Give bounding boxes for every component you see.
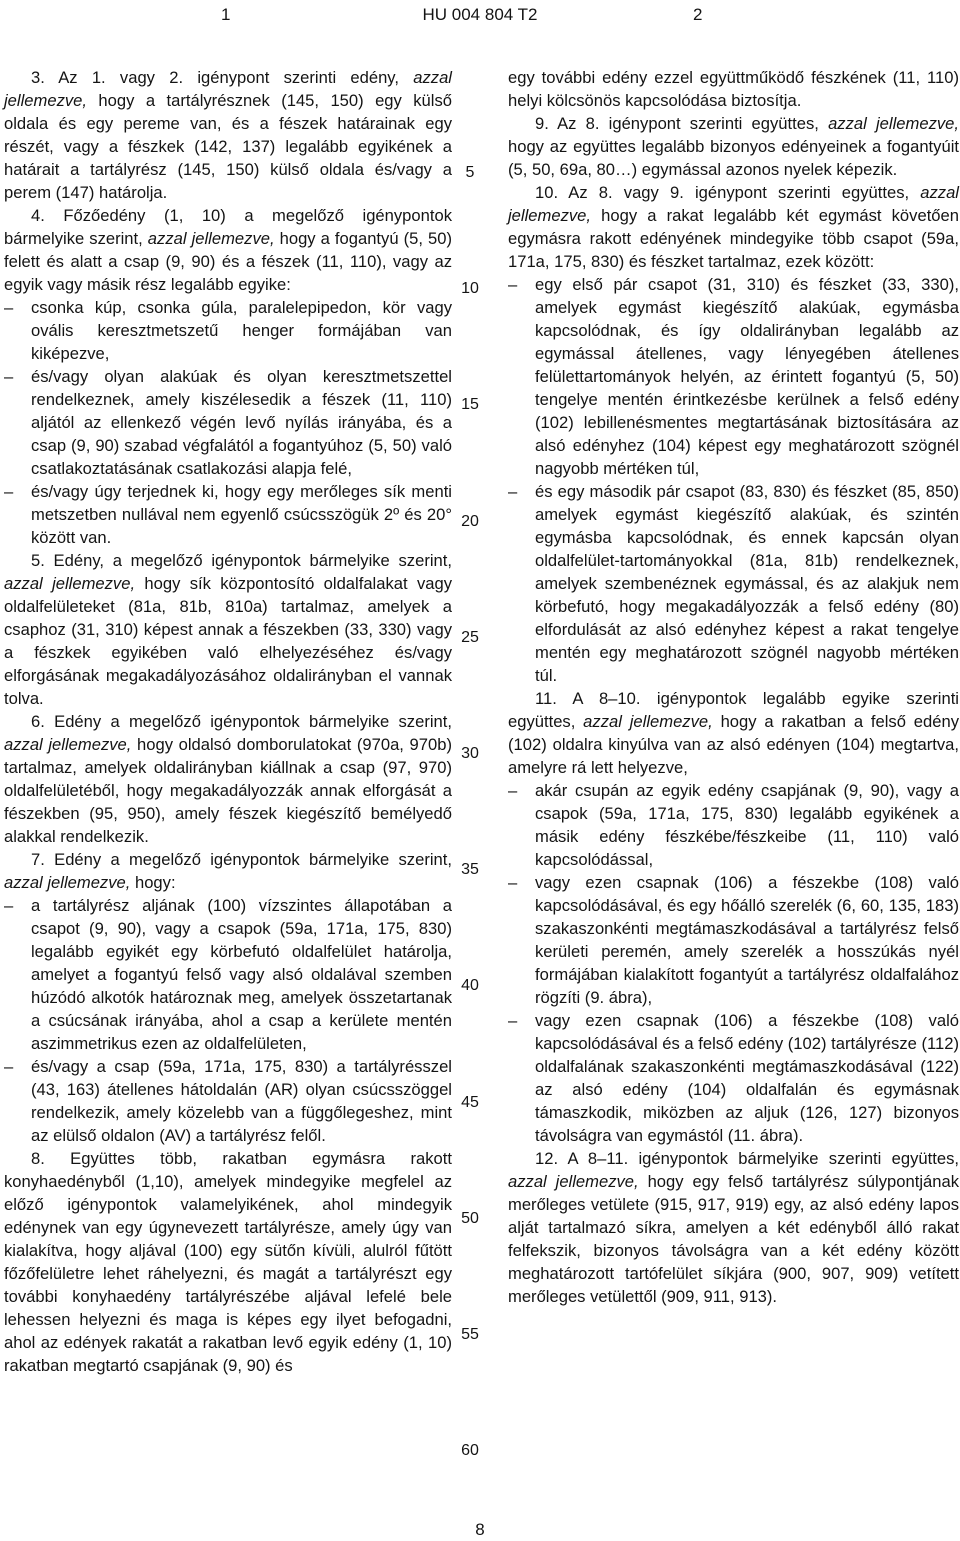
claim-paragraph <box>508 1147 959 1308</box>
dash-bullet: – <box>4 1057 14 1076</box>
claim-list-item <box>508 779 959 871</box>
paragraph-text: 11. A 8–10. igénypontok legalább egyike szerinti együttes, <box>508 689 959 731</box>
list-item-text: és/vagy úgy terjednek ki, hogy egy merőleges sík menti metszetben nullával nem egyenlő csúcsszögük 2º és 20° között van. <box>31 482 452 547</box>
line-number: 35 <box>461 861 479 879</box>
claim-paragraph <box>508 687 959 779</box>
patent-number: HU 004 804 T2 <box>422 5 538 24</box>
line-number: 20 <box>461 512 479 530</box>
claim-list-item <box>4 480 452 549</box>
list-item-text: és/vagy olyan alakúak és olyan keresztmetszettel rendelkeznek, amely kiszélesedik a fészek (11, 110) aljától az ellenkező végén levő nyílás irányába, és a csap (9, 90) szabad végfalától a fogantyúhoz (5, 50) való csatlakoztatásának csatlakozási alapja felé, <box>31 367 452 478</box>
claim-list-item <box>508 480 959 687</box>
list-item-text: vagy ezen csapnak (106) a fészekbe (108) való kapcsolódásával, és egy hőálló szerelék (6, 60, 135, 183) szakaszonkénti megtámaszkodásával a tartályrész felső kerületi peremén, amely szerelék a hosszúkás nyél formájában kialakított fogantyút a tartályrész oldalfalához rögzíti (9. ábra), <box>535 873 959 1007</box>
line-number: 45 <box>461 1093 479 1111</box>
paragraph-text: 9. Az 8. igénypont szerinti együttes, <box>535 114 829 133</box>
characterizing-phrase: azzal jellemezve, <box>583 712 713 731</box>
list-item-text: vagy ezen csapnak (106) a fészekbe (108) való kapcsolódásával és a felső edény (102) tartályrésze (112) oldalfalának szakaszonkénti megtámaszkodásával (122) az alsó edény (104) oldalfalán és egymásnak támaszkodik, miközben az aljuk (126, 127) bizonyos távolságra van egymástól (11. ábra). <box>535 1011 959 1145</box>
header-left-column-number: 1 <box>221 5 231 24</box>
page-number: 8 <box>475 1520 485 1539</box>
dash-bullet: – <box>4 482 14 501</box>
dash-bullet: – <box>508 482 518 501</box>
line-number: 25 <box>461 628 479 646</box>
claim-paragraph <box>508 112 959 181</box>
dash-bullet: – <box>4 298 14 317</box>
claim-list-item <box>4 365 452 480</box>
claim-paragraph <box>4 1147 452 1377</box>
list-item-text: és/vagy a csap (59a, 171a, 175, 830) a tartályrésszel (43, 163) átellenes hátoldalán (AR) olyan csúcsszöggel rendelkezik, amely közelebb van a függőlegeshez, mint az elülső oldalon (AV) a tartályrész felől. <box>31 1057 452 1145</box>
list-item-text: és egy második pár csapot (83, 830) és fészket (85, 850) amelyek egymást kiegészítő alakúak, és szintén egymásba kapcsolódnak, és ennek kapcsán olyan oldalfelület-tartományokkal (81a, 81b) rendelkeznek, amelyek szembenéznek egymással, és az alakjuk nem körbefutó, hogy megakadályozzák a felső edény (80) elfordulását az alsó edényhez képest a rakat tengelye mentén egy meghatározott szögnél nagyobb mértéken túl. <box>535 482 959 685</box>
paragraph-text-continued: hogy oldalsó domborulatokat (970a, 970b) tartalmaz, amelyek oldalirányban kiállnak a csap (97, 970) oldalfelületéből, hogy megakadályozzák annak elforgását a fészekben (95, 950), amely fészek kiegészítő bemélyedő alakkal rendelkezik. <box>4 735 452 846</box>
paragraph-text-continued: hogy a rakatban a felső edény (102) oldalra kinyúlva van az alsó edényen (104) megtartva, amelyre rá lett helyezve, <box>508 712 959 777</box>
claim-paragraph <box>4 549 452 710</box>
claim-list-item <box>4 1055 452 1147</box>
claim-list-item <box>508 1009 959 1147</box>
line-number: 10 <box>461 280 479 298</box>
claim-list-item <box>508 871 959 1009</box>
claim-paragraph <box>4 204 452 296</box>
characterizing-phrase: azzal jellemezve, <box>4 735 132 754</box>
dash-bullet: – <box>508 781 518 800</box>
header-right-column-number: 2 <box>693 5 703 24</box>
dash-bullet: – <box>508 873 518 892</box>
paragraph-text-continued: hogy sík központosító oldalfalakat vagy oldalfelületeket (81a, 81b, 810a) tartalmaz, amelyek a csaphoz (31, 310) képest annak a fészekben (33, 330) vagy a fészkek egyikében való elhelyezéséhez és/vagy elforgásának megakadályozásához oldalirányban el vannak tolva. <box>4 574 452 708</box>
list-item-text: egy első pár csapot (31, 310) és fészket (33, 330), amelyek egymást kiegészítő alakúak, egymásba kapcsolódnak, és így oldalirányban legalább az egymással átellenes, vagy lényegében átellenes felülettartományok helyén, az érintett fogantyú (5, 50) tengelye mentén érintkezésbe kerülnek a felső edény (102) lebillenésmentes megtartásának biztosítására az alsó edényhez (104) képest egy meghatározott szögnél nagyobb mértéken túl, <box>535 275 959 478</box>
paragraph-text: 4. Főzőedény (1, 10) a megelőző igénypontok bármelyike szerint, <box>4 206 452 248</box>
paragraph-text: egy további edény ezzel együttműködő fészkének (11, 110) helyi kölcsönös kapcsolódása biztosítja. <box>508 68 959 110</box>
line-number: 5 <box>465 164 475 181</box>
line-number: 15 <box>461 396 479 414</box>
list-item-text: akár csupán az egyik edény csapjának (9, 90), vagy a csapok (59a, 171a, 175, 830) legalább egyikének a másik edény fészkébe/fészkeibe (11, 110) való kapcsolódással, <box>535 781 959 869</box>
paragraph-text: 5. Edény, a megelőző igénypontok bármelyike szerint, <box>31 551 452 570</box>
dash-bullet: – <box>508 275 518 294</box>
line-number: 50 <box>461 1209 479 1227</box>
claim-paragraph <box>4 848 452 894</box>
line-number: 55 <box>461 1326 479 1343</box>
paragraph-text-continued: hogy a tartályrésznek (145, 150) egy külső oldala és egy pereme van, és a fészek határainak egy részét, vagy a fészkek (142, 137) legalább egyikének a határait a tartályrész (145, 150) külső oldala és/vagy a perem (147) határolja. <box>4 91 452 202</box>
paragraph-text: 3. Az 1. vagy 2. igénypont szerinti edény, <box>31 68 414 87</box>
paragraph-text-continued: hogy az együttes legalább bizonyos edényeinek a fogantyúit (5, 50, 69a, 80…) egymással azonos nyelek képezik. <box>508 137 959 179</box>
line-number: 30 <box>461 745 479 762</box>
paragraph-text: 8. Együttes több, rakatban egymásra rakott konyhaedényből (1,10), amelyek mindegyike megfelel az előző igénypontok valamelyikének, ahol mindegyik edénynek van egy úgynevezett tartályrésze, amely úgy van kialakítva, hogy aljával (100) egy sütőn kívüli, alulról fűtött főzőfelületre lehet ráhelyezni, és magát a tartályrészt egy további konyhaedény tartályrészébe aljával lefelé bele lehessen helyezni és maga is képes egy ilyet befogadni, ahol az edények rakatát a rakatban levő egyik edény (1, 10) rakatban megtartó csapjának (9, 90) és <box>4 1149 452 1375</box>
claim-list-item <box>4 894 452 1055</box>
dash-bullet: – <box>4 896 14 915</box>
characterizing-phrase: azzal jellemezve, <box>147 229 275 248</box>
characterizing-phrase: azzal jellemezve, <box>4 873 131 892</box>
list-item-text: csonka kúp, csonka gúla, paralelepipedon, kör vagy ovális keresztmetszetű henger formájában van kiképezve, <box>31 298 452 363</box>
paragraph-text: 12. A 8–11. igénypontok bármelyike szerinti együttes, <box>535 1149 959 1168</box>
characterizing-phrase: azzal jellemezve, <box>4 574 136 593</box>
left-text-column <box>4 66 452 1377</box>
dash-bullet: – <box>508 1011 518 1030</box>
line-number: 60 <box>461 1442 479 1460</box>
dash-bullet: – <box>4 367 14 386</box>
claim-paragraph <box>508 181 959 273</box>
paragraph-text: 7. Edény a megelőző igénypontok bármelyike szerint, <box>31 850 452 869</box>
right-text-column <box>508 66 959 1308</box>
characterizing-phrase: azzal jellemezve, <box>4 68 452 110</box>
characterizing-phrase: azzal jellemezve, <box>508 183 959 225</box>
characterizing-phrase: azzal jellemezve, <box>508 1172 639 1191</box>
paragraph-text: 10. Az 8. vagy 9. igénypont szerinti együttes, <box>535 183 921 202</box>
paragraph-text-continued: hogy egy felső tartályrész súlypontjának merőleges vetülete (915, 917, 919) egy, az alsó edény lapos alját tartalmazó síkra, amelyen a két edényből álló rakat felfekszik, bizonyos távolságra van a két edény között meghatározott tartófelület síkjára (900, 907, 909) vetített merőleges vetülettől (909, 911, 913). <box>508 1172 959 1306</box>
line-number: 40 <box>461 977 479 995</box>
paragraph-text: 6. Edény a megelőző igénypontok bármelyike szerint, <box>31 712 452 731</box>
claim-paragraph <box>4 66 452 204</box>
claim-list-item <box>4 296 452 365</box>
claim-paragraph <box>4 710 452 848</box>
claim-list-item <box>508 273 959 480</box>
characterizing-phrase: azzal jellemezve, <box>828 114 959 133</box>
list-item-text: a tartályrész aljának (100) vízszintes állapotában a csapot (9, 90), vagy a csapok (59a, 171a, 175, 830) legalább egyikét egy körbefutó oldalfelület határolja, amelyet a fogantyú felső vagy alsó oldalával szemben húzódó alkotók határoznak meg, amelyek összetartanak a csúcsának irányába, ahol a csap a kerülete mentén aszimmetrikus ezen az oldalfelületen, <box>31 896 452 1053</box>
paragraph-text-continued: hogy a fogantyú (5, 50) felett és alatt a csap (9, 90) és a fészek (11, 110), vagy az egyik vagy másik rész legalább egyike: <box>4 229 452 294</box>
claim-paragraph <box>508 66 959 112</box>
paragraph-text-continued: hogy a rakat legalább két egymást követően egymásra rakott edényének mindegyike több csapot (59a, 171a, 175, 830) és fészket tartalmaz, ezek között: <box>508 206 959 271</box>
paragraph-text-continued: hogy: <box>130 873 176 892</box>
